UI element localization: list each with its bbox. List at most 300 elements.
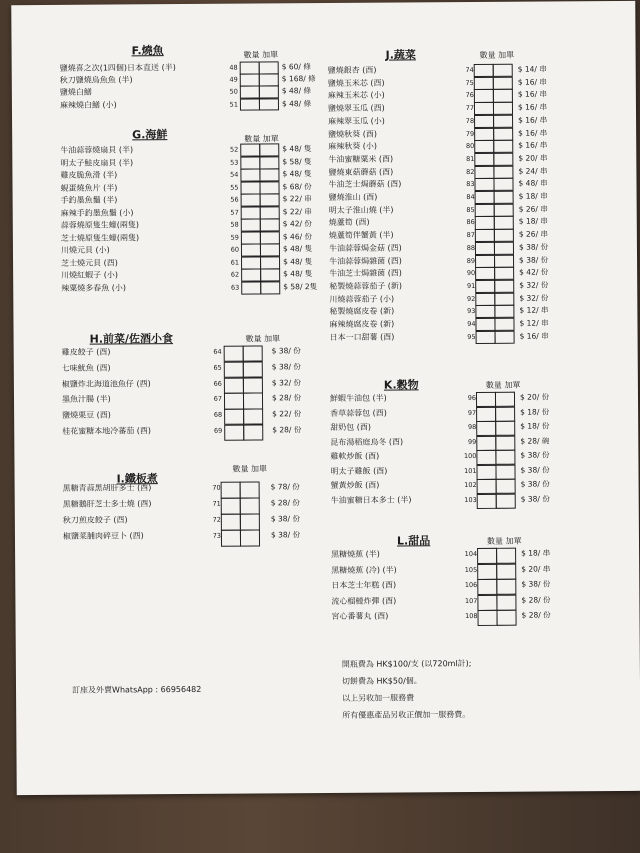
add-order-box[interactable] [496, 579, 516, 595]
quantity-box[interactable] [477, 595, 497, 611]
menu-item-row [324, 101, 624, 115]
add-order-box[interactable] [243, 409, 263, 425]
add-order-box[interactable] [260, 206, 280, 219]
item-price: $ 38/ 份 [520, 493, 550, 504]
add-order-box[interactable] [495, 392, 515, 407]
menu-item-row [325, 317, 625, 331]
item-number: 52 [229, 145, 239, 154]
quantity-box[interactable] [475, 191, 495, 204]
item-number: 86 [466, 218, 475, 227]
item-name: 麻辣翠玉瓜 (小) [328, 116, 385, 126]
menu-item-row [327, 478, 627, 492]
quantity-box[interactable] [475, 267, 495, 280]
add-order-box[interactable] [493, 102, 513, 115]
add-order-box[interactable] [496, 594, 516, 610]
item-price: $ 18/ 份 [520, 406, 550, 417]
quantity-box[interactable] [240, 143, 260, 156]
add-order-box[interactable] [493, 64, 513, 77]
add-order-box[interactable] [259, 98, 279, 111]
menu-item-row [326, 330, 626, 344]
item-price: $ 60/ 條 [281, 62, 311, 72]
add-order-box[interactable] [259, 74, 279, 87]
menu-item-row [326, 405, 626, 419]
item-name: 流心榴槤炸彈 (酉) [331, 596, 397, 606]
add-order-box[interactable] [493, 178, 513, 191]
quantity-box[interactable] [221, 514, 241, 531]
quantity-box[interactable] [240, 168, 260, 181]
menu-item-row [62, 345, 362, 359]
menu-item-row [325, 241, 625, 255]
item-price: $ 24/ 串 [518, 166, 548, 176]
item-name: 芝士燒原隻生蠔(兩隻) [60, 232, 140, 243]
quantity-box[interactable] [476, 464, 496, 479]
item-price: $ 28/ 份 [271, 393, 302, 403]
menu-item-row [62, 392, 362, 406]
quantity-box[interactable] [475, 204, 495, 217]
menu-item-row [327, 609, 627, 623]
item-number: 92 [467, 294, 476, 303]
item-number: 69 [213, 426, 223, 435]
item-price: $ 68/ 份 [282, 181, 312, 191]
item-price: $ 32/ 份 [271, 377, 302, 387]
quantity-box[interactable] [474, 153, 494, 166]
add-order-box[interactable] [260, 243, 280, 256]
item-name: 麻辣燒腐皮卷 (新) [329, 319, 395, 329]
item-price: $ 16/ 串 [519, 331, 549, 341]
contact-whatsapp: 訂座及外賣WhatsApp : 66956482 [72, 684, 202, 695]
item-name: 宮心番薯丸 (酉) [331, 611, 389, 622]
quantity-box[interactable] [476, 450, 496, 465]
menu-item-row [325, 203, 625, 217]
item-price: $ 48/ 隻 [282, 169, 312, 179]
item-number: 56 [230, 195, 239, 204]
add-order-box[interactable] [260, 231, 280, 244]
quantity-box[interactable] [240, 74, 260, 87]
menu-item-row [61, 280, 361, 294]
add-order-box[interactable] [495, 421, 515, 436]
item-price: $ 22/ 串 [282, 194, 312, 204]
item-number: 72 [212, 515, 221, 524]
item-name: 椒鹽炸北海道池魚仔 (酉) [61, 378, 151, 389]
quantity-box[interactable] [241, 206, 261, 219]
note-service-charge: 以上另收加一服務費 [342, 693, 415, 703]
quantity-box[interactable] [241, 231, 261, 244]
menu-item-row [326, 449, 626, 463]
menu-item-row [325, 215, 625, 229]
quantity-box[interactable] [240, 181, 260, 194]
quantity-box[interactable] [241, 218, 261, 231]
menu-item-row [62, 361, 362, 375]
item-price: $ 168/ 條 [281, 74, 316, 84]
item-price: $ 12/ 串 [519, 318, 549, 328]
quantity-box[interactable] [240, 86, 260, 99]
item-name: 鹽燒秋葵 (酉) [328, 129, 377, 139]
item-price: $ 22/ 份 [272, 409, 302, 419]
item-number: 100 [463, 451, 477, 461]
quantity-box[interactable] [475, 292, 495, 305]
item-number: 76 [465, 91, 474, 100]
item-name: 牛油蒜蓉焗雜菌 (酉) [329, 255, 402, 266]
item-number: 103 [464, 495, 477, 504]
menu-item-row [324, 165, 624, 179]
item-number: 64 [213, 347, 222, 356]
item-number: 60 [230, 245, 239, 254]
add-order-box[interactable] [493, 114, 513, 127]
menu-item-row [325, 266, 625, 280]
add-order-box[interactable] [243, 361, 263, 377]
item-name: 雞皮餃子 (酉) [61, 347, 111, 357]
add-order-box[interactable] [259, 61, 279, 74]
quantity-box[interactable] [224, 377, 244, 393]
add-order-box[interactable] [243, 345, 263, 361]
quantity-box[interactable] [476, 406, 496, 421]
qty-header: 數量 加單 [244, 134, 279, 144]
item-name: 辣粟燒多春魚 (小) [61, 282, 127, 293]
item-name: 蟹黃炒飯 (酉) [330, 480, 380, 490]
add-order-box[interactable] [493, 127, 513, 140]
item-name: 鹽燒翠玉瓜 (酉) [327, 103, 385, 114]
item-name: 甜奶包 (酉) [330, 422, 372, 432]
item-name: 牛油蜜糖日本多士 (半) [330, 494, 412, 505]
quantity-box[interactable] [477, 548, 497, 564]
quantity-box[interactable] [221, 498, 241, 515]
menu-item-row [325, 190, 625, 204]
add-order-box[interactable] [495, 450, 515, 465]
menu-item-row [324, 76, 624, 90]
item-price: $ 38/ 份 [270, 530, 301, 540]
menu-item-row [62, 408, 362, 422]
item-number: 96 [467, 393, 477, 403]
menu-item-row [325, 228, 625, 242]
item-name: 牛油蒜蓉燒扇貝 (半) [60, 145, 134, 155]
quantity-box[interactable] [241, 281, 261, 294]
item-name: 麻辣玉米芯 (小) [327, 90, 385, 101]
quantity-box[interactable] [224, 393, 244, 409]
item-price: $ 48/ 串 [518, 178, 548, 188]
add-order-box[interactable] [259, 143, 279, 156]
item-name: 秋刀煎皮餃子 (酉) [62, 515, 128, 525]
add-order-box[interactable] [494, 191, 514, 204]
item-name: 麻辣燒白鱔 (小) [59, 100, 117, 110]
item-number: 58 [230, 220, 239, 229]
add-order-box[interactable] [260, 256, 280, 269]
quantity-box[interactable] [476, 331, 496, 344]
quantity-box[interactable] [475, 280, 495, 293]
item-number: 75 [465, 78, 474, 87]
menu-item-row [326, 463, 626, 477]
quantity-box[interactable] [474, 127, 494, 140]
item-name: 香草蒜蓉包 (酉) [330, 408, 387, 418]
item-number: 91 [466, 281, 476, 290]
item-number: 79 [465, 129, 475, 138]
item-number: 84 [466, 192, 475, 202]
quantity-box[interactable] [241, 256, 261, 269]
item-name: 昆布湯稻庭烏冬 (酉) [330, 436, 404, 447]
add-order-box[interactable] [260, 218, 280, 231]
add-order-box[interactable] [243, 377, 263, 393]
menu-item-row [325, 292, 625, 306]
add-order-box[interactable] [259, 168, 279, 181]
add-order-box[interactable] [493, 153, 513, 166]
item-name: 鹽燒淮山 (酉) [328, 192, 378, 202]
item-name: 秘製燒腐皮卷 (新) [329, 306, 395, 317]
item-number: 108 [465, 612, 478, 621]
quantity-box[interactable] [241, 268, 261, 281]
quantity-box[interactable] [474, 140, 494, 153]
note-corkage: 開瓶費為 HK$100/支 (以720ml計); [341, 658, 472, 669]
add-order-box[interactable] [494, 318, 514, 331]
add-order-box[interactable] [260, 193, 280, 206]
add-order-box[interactable] [496, 548, 516, 564]
add-order-box[interactable] [494, 216, 514, 229]
add-order-box[interactable] [493, 89, 513, 102]
item-number: 57 [230, 208, 239, 217]
quantity-box[interactable] [224, 409, 244, 425]
item-name: 川燒蒜蓉茄子 (小) [329, 294, 395, 304]
item-price: $ 18/ 份 [520, 421, 550, 431]
item-price: $ 38/ 份 [520, 464, 550, 475]
item-name: 燒蘆筍 (酉) [328, 218, 370, 228]
item-name: 川燒紅蝦子 (小) [61, 270, 118, 280]
quantity-box[interactable] [475, 254, 495, 267]
quantity-box[interactable] [474, 89, 494, 102]
add-order-box[interactable] [494, 241, 514, 254]
add-order-box[interactable] [494, 305, 514, 318]
item-number: 51 [229, 100, 238, 109]
menu-item-row [60, 97, 360, 111]
add-order-box[interactable] [494, 280, 514, 293]
quantity-box[interactable] [477, 479, 497, 494]
add-order-box[interactable] [494, 267, 514, 280]
item-number: 98 [467, 422, 477, 432]
add-order-box[interactable] [495, 435, 515, 450]
qty-header: 數量 加單 [243, 50, 279, 60]
add-order-box[interactable] [495, 464, 515, 479]
qty-header: 數量 加單 [485, 380, 521, 390]
add-order-box[interactable] [240, 497, 260, 514]
item-price: $ 48/ 隻 [283, 256, 313, 266]
item-name: 手釣墨魚鬚 (半) [60, 195, 118, 205]
section-title: J.蔬菜 [385, 48, 416, 62]
item-name: 椒鹽菜脯肉碎豆卜 (酉) [62, 531, 144, 541]
item-name: 鮮蝦牛油包 (半) [329, 393, 387, 403]
item-number: 83 [466, 180, 475, 189]
add-order-box[interactable] [494, 292, 514, 305]
add-order-box[interactable] [496, 479, 516, 494]
qty-header: 數量 加單 [486, 536, 522, 546]
qty-header: 數量 加單 [479, 50, 515, 60]
quantity-box[interactable] [240, 98, 260, 111]
qty-header: 數量 加單 [232, 464, 268, 474]
add-order-box[interactable] [494, 229, 514, 242]
item-number: 94 [467, 319, 476, 329]
menu-item-row [327, 578, 627, 592]
add-order-box[interactable] [243, 424, 263, 440]
quantity-box[interactable] [475, 242, 495, 255]
quantity-box[interactable] [476, 421, 496, 436]
menu-item-row [63, 529, 363, 543]
section-title: F.燒魚 [131, 44, 164, 58]
quantity-box[interactable] [240, 61, 260, 74]
add-order-box[interactable] [495, 330, 515, 343]
add-order-box[interactable] [494, 203, 514, 216]
item-name: 牛油蒜蓉焗金菇 (酉) [328, 243, 402, 253]
quantity-box[interactable] [474, 178, 494, 191]
item-number: 65 [213, 363, 222, 372]
item-number: 82 [466, 167, 475, 176]
quantity-box[interactable] [474, 102, 494, 115]
menu-item-row [326, 391, 626, 405]
quantity-box[interactable] [241, 243, 261, 256]
add-order-box[interactable] [260, 268, 280, 281]
add-order-box[interactable] [496, 563, 516, 579]
item-price: $ 58/ 2隻 [283, 281, 318, 291]
add-order-box[interactable] [494, 254, 514, 267]
quantity-box[interactable] [475, 216, 495, 229]
item-price: $ 28/ 份 [521, 595, 551, 605]
quantity-box[interactable] [224, 425, 244, 441]
quantity-box[interactable] [477, 493, 497, 508]
item-price: $ 38/ 份 [271, 346, 301, 356]
item-price: $ 38/ 份 [519, 254, 549, 265]
quantity-box[interactable] [474, 64, 494, 77]
item-price: $ 16/ 串 [518, 127, 548, 138]
quantity-box[interactable] [474, 165, 494, 178]
item-price: $ 38/ 份 [521, 579, 551, 589]
item-price: $ 16/ 串 [517, 89, 548, 100]
item-name: 黑糖鵝肝芝士多士燒 (酉) [62, 499, 152, 509]
add-order-box[interactable] [493, 140, 513, 153]
menu-item-row [324, 152, 624, 166]
item-price: $ 18/ 串 [518, 191, 548, 201]
add-order-box[interactable] [259, 181, 279, 194]
item-number: 85 [466, 205, 475, 214]
add-order-box[interactable] [493, 76, 513, 89]
add-order-box[interactable] [240, 529, 260, 546]
menu-item-row [63, 497, 363, 511]
item-name: 鹽燒銀杏 (酉) [327, 65, 377, 75]
quantity-box[interactable] [474, 115, 494, 128]
item-number: 59 [230, 233, 239, 242]
item-price: $ 42/ 份 [519, 267, 549, 277]
item-price: $ 48/ 隻 [283, 269, 313, 279]
item-price: $ 16/ 串 [518, 115, 548, 125]
menu-item-row [325, 279, 625, 293]
item-name: 燒蘆筍伴蟹黃 (半) [328, 230, 394, 241]
item-number: 107 [464, 596, 478, 605]
item-price: $ 48/ 隻 [282, 244, 313, 254]
quantity-box[interactable] [477, 610, 497, 626]
item-number: 55 [230, 183, 239, 192]
quantity-box[interactable] [475, 229, 495, 242]
quantity-box[interactable] [477, 563, 497, 579]
item-name: 雞軟炒飯 (酉) [330, 451, 380, 461]
item-number: 74 [465, 65, 474, 75]
item-name: 秘製燒蒜蓉茄子 (新) [329, 281, 403, 291]
item-number: 48 [229, 63, 238, 72]
quantity-box[interactable] [475, 318, 495, 331]
add-order-box[interactable] [496, 493, 516, 508]
quantity-box[interactable] [221, 482, 241, 499]
item-price: $ 58/ 隻 [282, 156, 312, 166]
item-number: 78 [465, 116, 475, 125]
item-price: $ 18/ 串 [521, 548, 551, 558]
item-number: 77 [465, 104, 475, 113]
item-name: 蒜蓉燒原隻生蠔(兩隻) [60, 220, 140, 230]
note-promo-service-charge: 所有優惠產品另收正價加一服務費。 [342, 710, 471, 720]
item-price: $ 38/ 份 [518, 242, 549, 252]
quantity-box[interactable] [474, 77, 494, 90]
item-price: $ 38/ 份 [270, 514, 300, 524]
item-price: $ 16/ 串 [517, 102, 548, 112]
item-number: 50 [229, 87, 238, 97]
item-number: 81 [466, 154, 475, 163]
item-name: 川燒元貝 (小) [60, 245, 110, 255]
add-order-box[interactable] [495, 406, 515, 421]
item-number: 49 [229, 75, 238, 84]
menu-item-row [327, 594, 627, 608]
item-price: $ 28/ 碗 [520, 435, 550, 446]
menu-item-row [324, 139, 624, 153]
add-order-box[interactable] [260, 281, 280, 294]
quantity-box[interactable] [221, 530, 241, 547]
quantity-box[interactable] [241, 193, 261, 206]
add-order-box[interactable] [493, 165, 513, 178]
item-number: 87 [466, 231, 475, 240]
item-price: $ 28/ 份 [521, 610, 551, 621]
item-name: 黑糖燒蕉 (半) [331, 549, 380, 559]
item-name: 桂花蜜糖本地冷蕃茄 (酉) [62, 426, 152, 436]
item-price: $ 48/ 條 [281, 98, 312, 108]
item-number: 102 [464, 480, 477, 490]
menu-sheet [11, 1, 640, 795]
quantity-box[interactable] [240, 156, 260, 169]
menu-item-row [324, 114, 624, 128]
item-number: 61 [230, 258, 240, 267]
item-price: $ 22/ 串 [282, 206, 312, 216]
item-price: $ 46/ 份 [282, 231, 313, 241]
quantity-box[interactable] [477, 579, 497, 595]
quantity-box[interactable] [224, 361, 244, 377]
item-number: 101 [464, 466, 477, 475]
item-name: 雞皮脆魚滑 (半) [60, 170, 118, 180]
item-price: $ 38/ 份 [520, 450, 550, 460]
add-order-box[interactable] [259, 86, 279, 99]
quantity-box[interactable] [224, 346, 244, 362]
item-number: 88 [466, 243, 475, 252]
item-number: 90 [466, 269, 476, 278]
note-cake-fee: 切餅費為 HK$50/個。 [341, 676, 422, 686]
quantity-box[interactable] [476, 435, 496, 450]
quantity-box[interactable] [476, 392, 496, 407]
add-order-box[interactable] [240, 481, 260, 498]
add-order-box[interactable] [259, 156, 279, 169]
add-order-box[interactable] [243, 393, 263, 409]
add-order-box[interactable] [496, 610, 516, 626]
item-price: $ 78/ 份 [270, 482, 300, 492]
qty-header: 數量 加單 [245, 334, 281, 344]
add-order-box[interactable] [240, 513, 260, 530]
menu-item-row [324, 126, 624, 140]
item-number: 99 [467, 437, 477, 446]
quantity-box[interactable] [475, 305, 495, 318]
item-number: 71 [212, 499, 221, 508]
item-name: 明太子雞飯 (酉) [330, 466, 388, 476]
menu-item-row [62, 376, 362, 390]
menu-item-row [326, 420, 626, 434]
menu-item-row [63, 513, 363, 527]
item-number: 105 [464, 565, 478, 574]
